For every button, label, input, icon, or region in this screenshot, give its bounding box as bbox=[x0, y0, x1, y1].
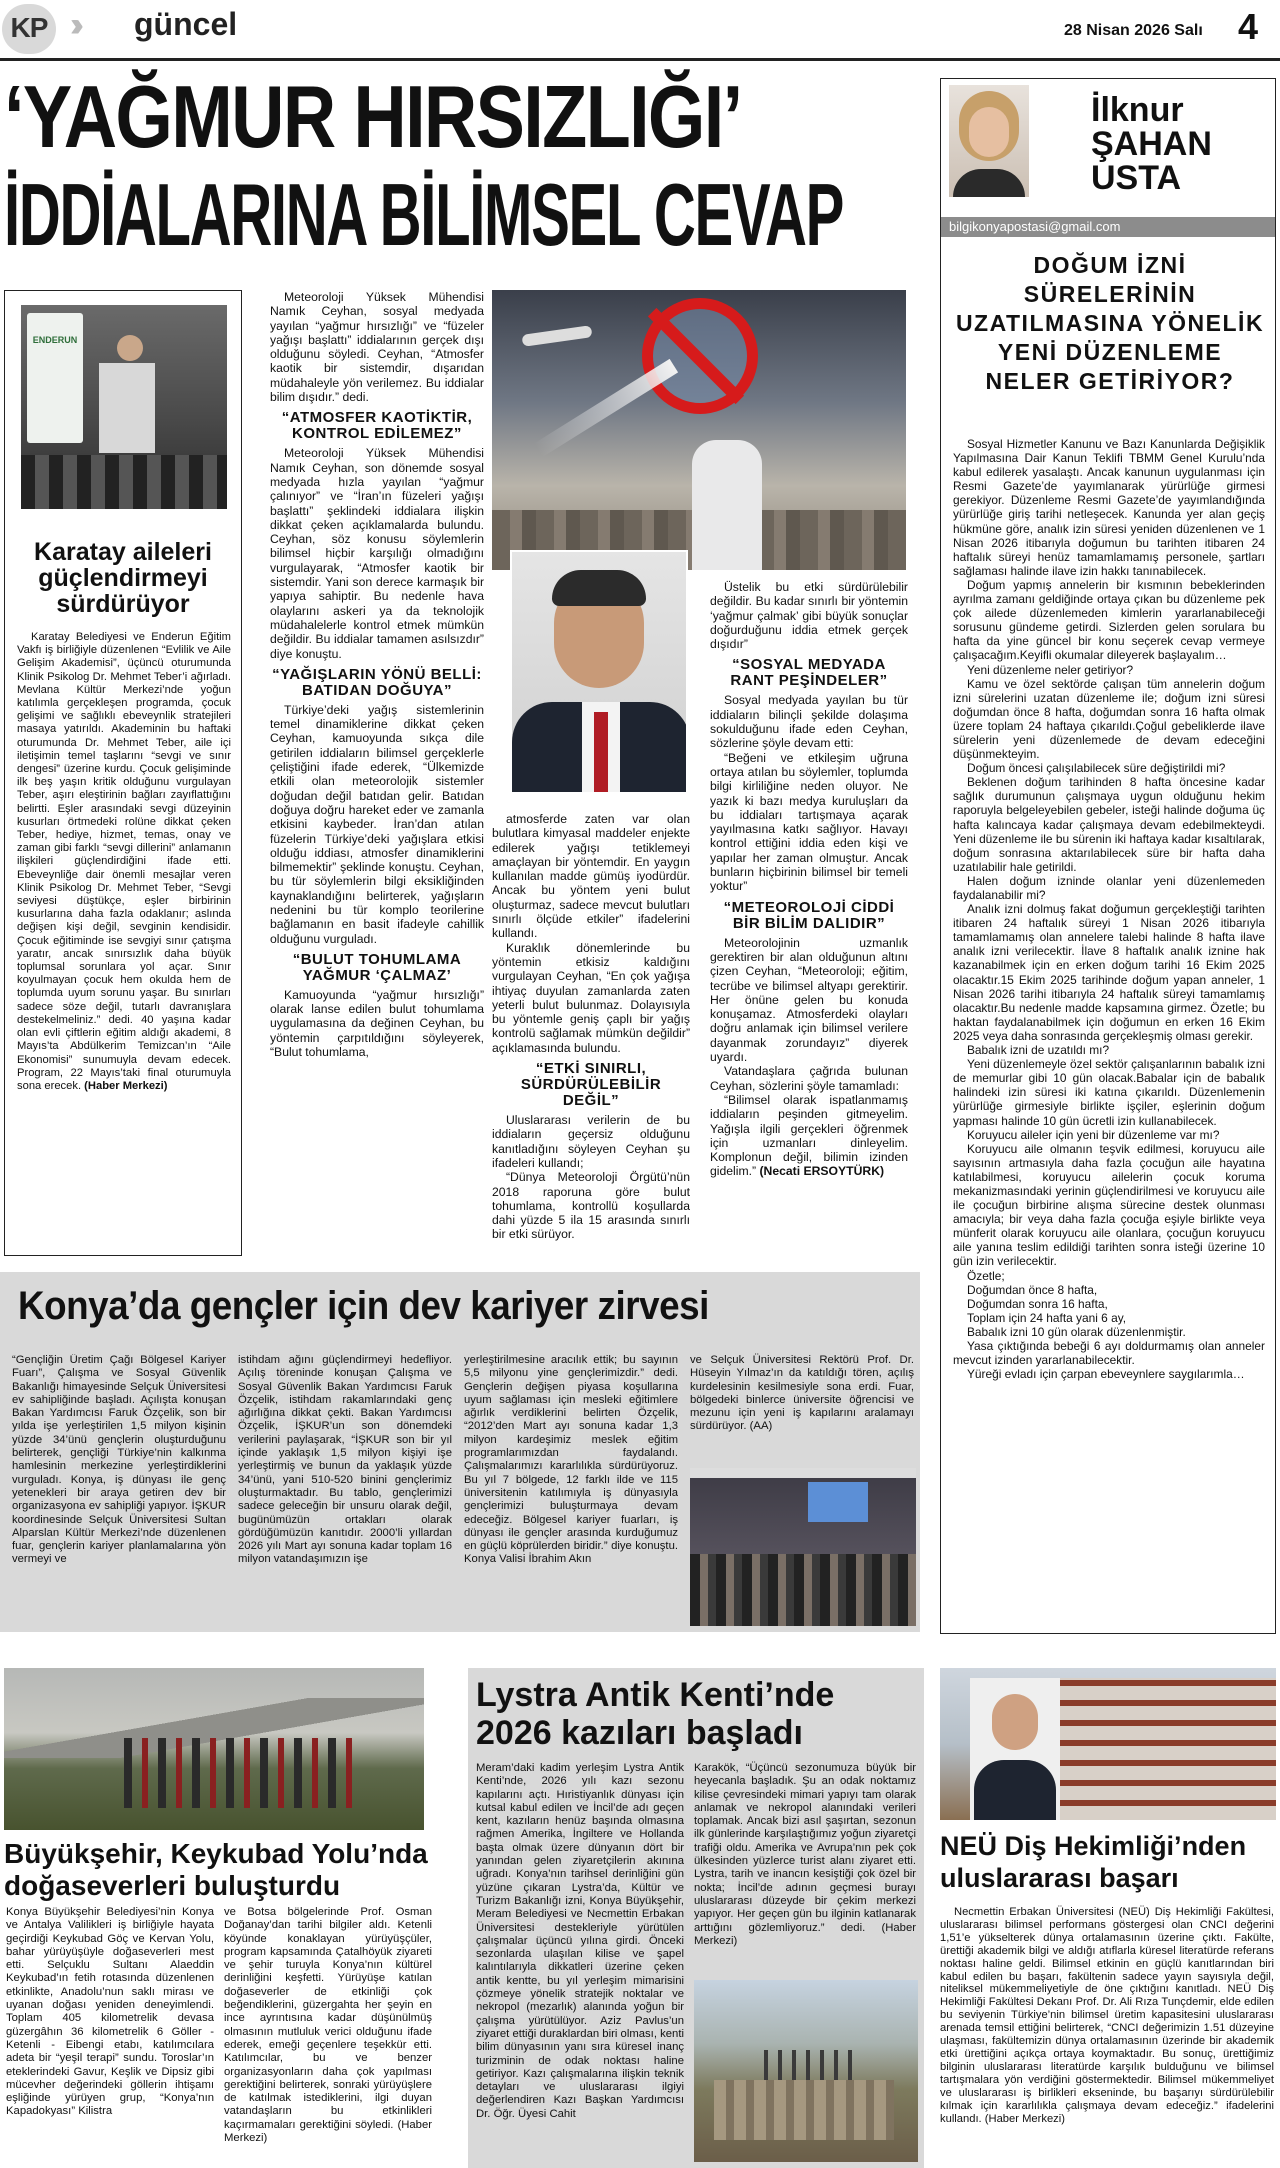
column-paragraph: Koruyucu aile olmanın teşvik edilmesi, koruyucu aile sayısının artmasıyla daha fazla çocuğun aile hayatına katılabilmesi, koruyucu ailelerin çocuk koruma mekanizmasındaki yerinin güçlendirilmesi ve koruyucu aile ile çocuğun birbirine alışma sürecine destek olunması amacıyla; bir veya daha fazla çocuğa eşiyle birlikte veya münferit olarak koruyucu aile olanlara, çocuğun koruyucu aile yanına teslim edildiği tarihten sonra isteği üzerine 10 gün izin verilecektir. bbox=[953, 1141, 1265, 1269]
karatay-credit: (Haber Merkezi) bbox=[84, 1079, 168, 1092]
rain-c3-p1: Üstelik bu etki sürdürülebilir değildir. Bu kadar sınırlı bir yöntemin ‘yağmur çalmak’ gibi büyük sonuçlar doğurduğunu iddia etmek gerçek dışıdır” bbox=[710, 580, 908, 652]
column-title: DOĞUM İZNİ SÜRELERİNİN UZATILMASINA YÖNELİK YENİ DÜZENLEME NELER GETİRİYOR? bbox=[955, 252, 1265, 394]
column-paragraph: Babalık izni de uzatıldı mı? bbox=[967, 1043, 1110, 1058]
main-headline-line1: ‘YAĞMUR HIRSIZLIĞI’ bbox=[4, 68, 742, 166]
lystra-col-1: Meram’daki kadim yerleşim Lystra Antik Kenti’nde, 2026 yılı kazı sezonu kapılarını açtı. Hıristiyanlık dünyası için kutsal kabul edilen ve İncil’de adı geçen kent, kazıların henüz başında olmasına rağmen Amerika, İngiltere ve Hollanda başta olmak üzere dünyanın dört bir yanından gelen ziyaretçilerin akınına uğradı. Konya’nın tarihsel derinliğini gün yüzüne çıkaran Lystra’da, Kültür ve Turizm Bakanlığı izni, Konya Büyükşehir, Meram Belediyesi ve Necmettin Erbakan Üniversitesi destekleriyle yürütülen çalışmalar üçüncü yılına girdi. Önceki sezonlarda ulaşılan kilise ve şapel kalıntılarıyla dikkatleri üzerine çeken antik kentte, bu yıl yerleşim mimarisini çözmeye yönelik stratejik noktalar ve nekropol (mezarlık) alanında yoğun bir çalışma yürütülüyor. Aziz Pavlus’un ziyaret ettiği duraklardan biri olması, kenti bilim dünyasının yanı sıra küresel inanç turizminin de odak noktası haline getiriyor. Kazı çalışmalarına ilişkin teknik detayları ve uluslararası ilgiyi değerlendiren Kazı Başkan Yardımcısı Dr. Öğr. Üyesi Cahit bbox=[476, 1762, 684, 2120]
column-paragraph: Kamu ve özel sektörde çalışan tüm annelerin doğum izni sürelerini uzatan düzenleme ile; doğum izni süresi doğumdan önce 8 hafta, doğumdan sonra 16 hafta olmak üzere toplam 24 haftaya çıkarıldı.Çoğul gebeliklerde ilave sürelerin yeni düzenlemede de devam edeceğini düşünmekteyim. bbox=[953, 676, 1265, 762]
header-rule bbox=[0, 58, 1280, 61]
rain-intro: Meteoroloji Yüksek Mühendisi Namık Ceyhan, sosyal medyada yayılan “yağmur hırsızlığı” ve “füzeler yağışı başlattı” iddialarının gerçek dışı olduğunu söyledi. Ceyhan, “Atmosfer kaotik bir sistemdir, dışarıdan müdahaleyle yön verilemez. Bu iddialar bilim dışıdır.” dedi. bbox=[270, 290, 484, 405]
column-paragraph: Yeni düzenleme neler getiriyor? bbox=[967, 662, 1134, 677]
column-paragraph: Sosyal Hizmetler Kanunu ve Bazı Kanunlarda Değişiklik Yapılmasına Dair Kanun Teklifi TBMM Genel Kurulu’nda kabul edilerek yasalaştı. Ancak kanunun uygulanması için Resmi Gazete’de yayımlanarak yürürlüğe girmesi gerekiyor. Düzenleme Resmi Gazete’de yayımlandığında yürürlüğe giriş tarihi netleşecek. Kanunda yer alan geçiş hükmüne göre, analık izin süresi yeniden düzenlenen ve 1 Nisan 2026 itibarıyla doğumun bu tarihten itibaren 24 haftalık süreyi henüz tamamlamamış personele, şartları sağlaması halinde ilave izin hakkı tanınabilecek. bbox=[953, 437, 1265, 578]
main-headline-line2: İDDİALARINA BİLİMSEL CEVAP bbox=[4, 165, 844, 264]
header-date: 28 Nisan 2026 Salı bbox=[1064, 22, 1203, 39]
keykubad-credit: (Haber Merkezi) bbox=[224, 2118, 432, 2145]
neu-title-line2: uluslararası başarı bbox=[940, 1863, 1179, 1893]
audience-crowd bbox=[690, 1554, 916, 1626]
karatay-body-text: Karatay Belediyesi ve Enderun Eğitim Vakfı iş birliğiyle düzenlenen “Evlilik ve Aile Gelişim Akademisi”, üçüncü oturumunda Klinik Psikolog Dr. Mehmet Teber’i ağırladı. Mevlana Kültür Merkezi’nde yoğun katılımla gerçekleşen programda, çocuk gelişimi ve sağlıklı ebeveynlik stratejileri masaya yatırıldı. Akademinin bu haftaki oturumunda Dr. Mehmet Teber, aile içi iletişimin temel taşlarını “sevgi ve sınır dengesi” üzerine kurdu. Çocuk gelişiminde ilk beş yaşın kritik olduğunu vurgulayan Teber, aşırı eleştirinin bağları zayıflattığını belirtti. Eşler arasındaki sevgi düzeyinin kusurları örtmedeki rolüne dikkat çeken Teber, hediye, hizmet, temas, onay ve zaman gibi farklı “sevgi dillerini” anlamanın ilişkileri güçlendirdiğini ifade etti. Ebeveynliğe dair önemli mesajlar veren Klinik Psikolog Dr. Mehmet Teber, “Sevgi seviyesi düştükçe, eşler birbirinin kusurlarına daha fazla odaklanır; aslında değişen kişi değil, sevginin kendisidir. Çocuk eğitiminde ise sevgiyi sınır çatışma yaratır, ancak sınırsızlık daha büyük toplumsal sorunlara yol açar. Sınır koyulmayan çocuk hem okulda hem de toplumda uyum sorunu yaşar. Bu sınırları sadece söze değil, tutarlı davranışlara destekelmeliniz.” dedi. 40 yaşına kadar olan evli çiftlerin eğitim aldığı akademi, 8 Mayıs’ta Abdülkerim Temizcan’ın “Aile Ekonomisi” sunumuyla devam edecek. Program, 22 Mayıs’taki final oturumuyla sona erecek. bbox=[17, 631, 231, 1092]
lystra-photo bbox=[694, 1980, 918, 2162]
building bbox=[1050, 1678, 1276, 1820]
rain-c3-p2: Sosyal medyada yayılan bu tür iddiaların bilinçli şekilde dolaşıma sokulduğunu ifade eden Ceyhan, sözlerine şöyle devam etti: bbox=[710, 693, 908, 751]
columnist-first-name: İlknur bbox=[1091, 91, 1184, 129]
rain-column-3 bbox=[710, 580, 908, 1256]
rain-illustration bbox=[492, 290, 906, 570]
columnist-last-name-2: USTA bbox=[1091, 159, 1182, 197]
rain-column-2 bbox=[492, 812, 690, 1256]
kariyer-col-1: “Gençliğin Üretim Çağı Bölgesel Kariyer Fuarı”, Çalışma ve Sosyal Güvenlik Bakanlığı himayesinde Selçuk Üniversitesi ev sahipliğinde başladı. Açılışta konuşan Bakan Yardımcısı Faruk Özçelik, son bir yılda işe yerleştirilen 1,5 milyon kişinin yüzde 34’ünü gençlerin oluşturduğunu belirterek, gençliği Türkiye’nin kalkınma hamlesinin merkezine yerleştirdiklerini vurguladı. Konya, iş dünyası ile genç yetenekleri bir araya getiren dev bir organizasyona ev sahipliği yapıyor. İŞKUR koordinesinde Selçuk Üniversitesi Sultan Alparslan Kültür Merkezi’nde düzenlenen fuar, gençlerin kariyer planlamalarına yön vermeyi ve bbox=[12, 1354, 226, 1566]
columnist-shoulders bbox=[953, 169, 1025, 197]
rain-credit: (Necati ERSOYTÜRK) bbox=[759, 1164, 885, 1179]
kariyer-col-3: yerleştirilmesine aracılık ettik; bu sayının 5,5 milyonu yine gençlerimizdir.” dedi. Gençlerin değişen piyasa koşullarına uyum sağlaması için mesleki eğitimlere ağırlık verdiklerini belirten Özçelik, “2012’den Mart ayı sonuna kadar 1,3 milyon kardeşimiz meslek eğitim programlarımızdan faydalandı. Çalışmalarımızı kararlılıkla sürdürüyoruz. Bu yıl 7 bölgede, 12 farklı ilde ve 115 üniversitenin katılımıyla iş dünyasıyla gençlerimizi buluşturmaya devam edeceğiz. Bölgesel kariyer fuarları, iş dünyası ile gençler arasında kurduğumuz en güçlü köprülerden biridir.” diye konuştu. Konya Valisi İbrahim Akın bbox=[464, 1354, 678, 1566]
columnist-photo bbox=[949, 85, 1029, 197]
rain-c3-p4: Meteorolojinin uzmanlık gerektiren bir alan olduğunun altını çizen Ceyhan, “Meteoroloji; eğitim, tecrübe ve bilimsel altyapı gerektirir. Her önüne gelen bu konuda konuşamaz. Atmosferdeki olayları doğru anlamak için bilimsel verilere dayanmak zorundayız” diyerek uyardı. bbox=[710, 935, 908, 1065]
rain-c3-p6: “Bilimsel olarak ispatlanmamış iddiaların peşinden gitmeyelim. Yağışla ilgili gerçekleri öğrenmek için uzmanları dinleyelim. Komplonun değil, bilimin izinden gidelim.” bbox=[710, 1092, 908, 1179]
column-paragraph: Doğum öncesi çalışılabilecek süre değiştirildi mi? bbox=[967, 761, 1226, 776]
keykubad-col-1: Konya Büyükşehir Belediyesi’nin Konya ve Antalya Valilikleri iş birliğiyle hayata geçirdiği Keykubad Göç ve Kervan Yolu, bahar yürüyüşüyle doğaseverleri mest etti. Selçuklu Sultanı Alaeddin Keykubad’ın fetih rotasında düzenlenen etkinlikte, Anadolu’nun saklı mirası ve uyanan doğası yeniden deneyimlendi. Toplam 405 kilometrelik devasa güzergâhın 36 kilometrelik 6 Göller - Ketenli - Eibengi etabı, katılımcılara adeta bir “yeşil terapi” sundu. Toroslar’ın eteklerindeki Gavur, Keşlik ve Dipsiz gibi mücevher değerindeki göllerin ihtişamı eşliğinde yürüyen grup, “Konya’nın Kapadokyası” Kilistra bbox=[6, 1906, 214, 2118]
hikers-group bbox=[114, 1738, 354, 1808]
column-paragraph: Babalık izni 10 gün olarak düzenlenmiştir. bbox=[967, 1324, 1186, 1339]
dean-face bbox=[992, 1694, 1038, 1750]
dean-suit bbox=[974, 1760, 1056, 1820]
section-name: güncel bbox=[134, 6, 238, 42]
karatay-photo bbox=[21, 305, 227, 509]
keykubad-title: Büyükşehir, Keykubad Yolu’nda doğaseverleri buluşturdu bbox=[4, 1838, 428, 1901]
lystra-credit: (Haber Merkezi) bbox=[694, 1921, 916, 1947]
kariyer-title: Konya’da gençler için dev kariyer zirvesi bbox=[18, 1284, 709, 1328]
column-paragraph: Doğumdan sonra 16 hafta, bbox=[967, 1296, 1108, 1311]
stage-lights bbox=[690, 1468, 916, 1478]
neu-title-line1: NEÜ Diş Hekimliği’nden bbox=[940, 1831, 1247, 1861]
column-paragraph: Beklenen doğum tarihinden 8 hafta öncesine kadar sağlık durumunun çalışmaya uygun olduğunu hekim raporuyla belgeleyebilen gebeler, isteği halinde doğuma üç hafta kalıncaya kadar çalışmaya devam edebilmekteydi. Yeni düzenleme ile bu sürenin iki haftaya kadar kısaltılarak, doğum sonrasına aktarılabilecek süre bir hafta daha uzatılabilir hale getirildi. bbox=[953, 775, 1265, 874]
rain-c1-p1: Meteoroloji Yüksek Mühendisi Namık Ceyhan, son dönemde sosyal medyada hızla yayılan “yağmur çalınıyor” ve “İran’ın füzeleri yağışı başlattı” şeklindeki iddialara ilişkin dikkat çeken açıklamalarda bulundu. Ceyhan, söz konusu söylemlerin bilimsel hiçbir karşılığı olmadığını vurgulayarak, “Atmosfer kaotik bir sistemdir. Yani son derece karmaşık bir yapıya sahiptir. Bu nedenle hava olaylarını askeri ya da teknolojik müdahalelerle kontrol etmek mümkün değildir. Bu iddialar tamamen asılsızdır” diye konuştu. bbox=[270, 446, 484, 661]
podium bbox=[99, 363, 155, 453]
column-paragraph: Koruyucu aileler için yeni bir düzenleme var mı? bbox=[967, 1127, 1220, 1142]
karatay-body bbox=[17, 631, 231, 1093]
audience bbox=[21, 455, 227, 509]
lystra-article bbox=[468, 1668, 924, 2168]
column-paragraph: Yüreği evladı için çarpan ebeveynlere saygılarımla… bbox=[967, 1367, 1245, 1382]
enderun-logo-text: ENDERUN bbox=[32, 335, 78, 345]
portrait-tie bbox=[594, 712, 608, 794]
chevron-arrows-icon: ››› bbox=[70, 6, 74, 44]
portrait-hair bbox=[552, 570, 646, 606]
rain-c2-p1: atmosferde zaten var olan bulutlara kimyasal maddeler enjekte edilerek yağışı tetiklemeyi amaçlayan bir yöntemdir. En yaygın kullanılan madde gümüş iyodürdür. Ancak bu yöntem yeni bulut oluşturmaz, sadece mevcut bulutları sınırlı ölçüde etkiler” ifadelerini kullandı. bbox=[492, 812, 690, 941]
man-figure bbox=[692, 440, 762, 570]
main-headline bbox=[4, 68, 934, 274]
rain-c3-p3: “Beğeni ve etkileşim uğruna ortaya atılan bu söylemler, toplumda bilgi kirliliğine neden oluyor. Ne yazık ki bazı medya kuruluşları da bu iddiaları tartışmaya açarak yayılmasına katkı sağlıyor. Havayı kontrol ettiğini iddia eden kişi ve yapılar her zaman olmuştur. Ancak bunların hiçbirinin bilimsel bir temeli yoktur” bbox=[710, 750, 908, 894]
rain-c2-p2: Kuraklık dönemlerinde bu yöntemin etkisiz kaldığını vurgulayan Ceyhan, “En çok yağışa ihtiyaç duyulan zamanlarda zaten yeterli bulut bulunmaz. Dolayısıyla bu yöntemle geniş çaplı bir yağış kontrolü sağlamak mümkün değildir” açıklamasında bulundu. bbox=[492, 940, 690, 1055]
lystra-title-line1: Lystra Antik Kenti’nde bbox=[476, 1676, 835, 1714]
rain-c1-p2: Türkiye’deki yağış sistemlerinin temel dinamiklerine dikkat çeken Ceyhan, kamuoyunda sıkça dile getirilen iddiaların bilimsel gerçeklerle çeliştiğini ifade ederek, “Ülkemizde etkili olan meteorolojik sistemler doğudan değil batıdan gelir. Batıdan doğuya doğru hareket eder ve zamanla etkisini kaybeder. İran’dan atılan füzelerin Türkiye’deki yağışlara etkisi olduğu iddiası, atmosfer dinamiklerini bilmemektir” şeklinde konuştu. Ceyhan, bu tür söylemlerin bilgi eksikliğinden kaynaklandığını belirterek, yağışların nedenini bu tür komplo teorilerine bağlamanın en basit ifadeyle cahillik olduğunu vurguladı. bbox=[270, 702, 484, 946]
karatay-article bbox=[4, 290, 242, 1256]
kariyer-col-2: istihdam ağını güçlendirmeyi hedefliyor. Açılış töreninde konuşan Çalışma ve Sosyal Güvenlik Bakan Yardımcısı Faruk Özçelik, istihdam rakamlarındaki genç ağırlığına dikkat çekti. Bakan Yardımcısı Özçelik, İŞKUR’un son dönemdeki verilerini paylaşarak, “İŞKUR son bir yıl içinde yaklaşık 1,5 milyon kişiyi işe yerleştirmiş ve bunun da yaklaşık yüzde 34’ünü, yani 510-520 binini gençlerimiz oluşturmaktadır. Bu tablo, gençlerimizi sadece geleceğin bir unsuru olarak değil, bugünümüzün ortakları olarak gördüğümüzün kanıtıdır. 2000’li yıllardan 2026 yılı Mart ayı sonuna kadar toplam 16 milyon vatandaşımızın işe bbox=[238, 1354, 452, 1566]
rain-subhead-5: “SOSYAL MEDYADA RANT PEŞİNDELER” bbox=[730, 656, 888, 690]
column-body bbox=[953, 437, 1265, 1381]
rain-subhead-3: “BULUT TOHUMLAMA YAĞMUR ‘ÇALMAZ’ bbox=[292, 950, 462, 984]
rain-column-1 bbox=[270, 290, 484, 1256]
keykubad-photo bbox=[4, 1668, 424, 1830]
lystra-col-2 bbox=[694, 1762, 916, 1948]
rain-subhead-2: “YAĞIŞLARIN YÖNÜ BELLİ: BATIDAN DOĞUYA” bbox=[272, 665, 482, 699]
keykubad-col-2 bbox=[224, 1906, 432, 2164]
kariyer-article bbox=[0, 1272, 920, 1632]
neu-photo bbox=[940, 1668, 1276, 1820]
rain-subhead-4: “ETKİ SINIRLI, SÜRDÜRÜLEBİLİR DEĞİL” bbox=[520, 1060, 662, 1110]
banner-rollup bbox=[27, 313, 83, 443]
neu-credit: (Haber Merkezi) bbox=[984, 2112, 1065, 2125]
missile-trail bbox=[534, 359, 678, 457]
page-number: 4 bbox=[1238, 6, 1259, 47]
header-bar bbox=[0, 0, 1280, 60]
neu-body bbox=[940, 1906, 1274, 2125]
excavation-ruins bbox=[714, 2080, 894, 2140]
neu-body-text: Necmettin Erbakan Üniversitesi (NEÜ) Diş Hekimliği Fakültesi, uluslararası bilimsel performans göstergesi olan CNCI değerini 1,51’e yükselterek dünya ortalamasının üzerine çıktı. Fakülte, ürettiği akademik bilgi ve aldığı atıflarla küresel literatürde referans noktası haline geldi. Bilimsel etkinin en güçlü kanıtlarından biri kabul edilen bu başarı, fakültenin sadece yayın sayısıyla değil, niteliksel mükemmeliyetiyle de öne çıktığını kanıtladı. NEÜ Diş Hekimliği Fakültesi Dekanı Prof. Dr. Ali Rıza Tunçdemir, elde edilen bu seviyenin Türkiye’nin bilimsel üretim kapasitesini uluslararası arenada temsil ettiğini belirterek, “CNCI değerimizin 1.51 düzeyine ulaşması, fakültemizin dünya ortalamasının üzerinde bir akademik etki ürettiğini açıkça ortaya koymaktadır. Bu sonuç, ürettiğimiz bilginin uluslararası literatürde karşılık bulduğunu ve bilimsel tartışmalara yön verdiğini göstermektedir. Bilimsel mükemmeliyet ve uluslararası iş birlikleri ekseninde, bu başarıyı sürdürülebilir kılmak için kararlılıkla çalışmaya devam edeceğiz.” ifadelerini kullandı. bbox=[940, 1906, 1274, 2125]
rain-c3-p5: Vatandaşlara çağrıda bulunan Ceyhan, sözlerini şöyle tamamladı: bbox=[710, 1064, 908, 1093]
lystra-col-2-text: Karakök, “Üçüncü sezonumuza büyük bir heyecanla başladık. Şu an odak noktamız kilise çevresindeki mimari yapıyı tam olarak anlamak ve nekropol alanındaki verileri toplamak. Ancak bizi asıl şaşırtan, sezonun ilk günlerinde karşılaştığımız yoğun ziyaretçi trafiği oldu. Amerika ve Avrupa’nın pek çok ülkesinden yüzlerce turist alanı ziyaret etti. Lystra, tarih ve inancın kesiştiği çok özel bir nokta; İncil’de adının geçmesi burayı uluslararası düzeyde bir çekim merkezi yapıyor. Her geçen gün bu ilginin katlanarak arttığını gözlemliyoruz.” dedi. bbox=[694, 1762, 916, 1934]
column-paragraph: Halen doğum izninde olanlar yeni düzenlemeden faydalanabilir mi? bbox=[953, 873, 1265, 902]
rain-c2-p3: Uluslararası verilerin de bu iddiaların geçersiz olduğunu kanıtladığını söyleyen Ceyhan şu ifadeleri kullandı; bbox=[492, 1113, 690, 1170]
kariyer-col-4-text: ve Selçuk Üniversitesi Rektörü Prof. Dr. Hüseyin Yılmaz’ın da katıldığı tören, açılış kurdelesinin kesilmesiyle sona erdi. Fuar, bölgedeki binlerce üniversite öğrencisi ve mezunu için yeni iş kapılarını aralamayı sürdürüyor. bbox=[690, 1354, 914, 1433]
rain-c1-p3: Kamuoyunda “yağmur hırsızlığı” olarak lanse edilen bulut tohumlama uygulamasına da değinen Ceyhan, bu yöntemin çarpıtıldığını söyleyerek, “Bulut tohumlama, bbox=[270, 987, 484, 1060]
airplane-icon bbox=[522, 325, 593, 347]
column-paragraph: Doğumdan önce 8 hafta, bbox=[967, 1282, 1098, 1297]
logo-text: KP bbox=[10, 12, 48, 43]
speaker-figure bbox=[117, 335, 143, 361]
column-paragraph: Yeni düzenlemeyle özel sektör çalışanlarının babalık izni de memurlar gibi 10 gün olacak.Babalar için de babalık halindeki izin süresi iki katına çıkarıldı. Düzenlemenin yürürlüğe girmesiyle birlikte işçiler, eşlerinin doğum yapması halinde 10 gün ücretli izin kullanabilecek. bbox=[953, 1057, 1265, 1128]
column-paragraph: Doğum yapmış annelerin bir kısmının bebeklerinden ayrılma zamanı geldiğinde ortaya çıkan bu düzenleme pek çok ailede düzenlemeden kimlerin yararlanabileceği sorusunu gündeme getirdi. Sizlerden gelen sorulara bu hafta da yine güncel bir konu seçerek cevap vermeye çalışacağım.Keyifli okumalar dileyerek başlayalım… bbox=[953, 577, 1265, 663]
columnist-last-name-1: ŞAHAN bbox=[1091, 125, 1212, 163]
keykubad-col-2-text: ve Botsa bölgelerinde Prof. Osman Doğanay’dan tarihi bilgiler aldı. Ketenli köyünde konaklayan yürüyüşçüler, program kapsamında Çatalhöyük ziyareti ve şehir turuyla Konya’nın kültürel derinliğini keşfetti. Yürüyüşe katılan doğaseverler de etkinliği çok beğendiklerini, güzergahta her şeyin en ince ayrıntısına kadar düşünülmüş olmasının mutluluk verici olduğunu ifade ederek, emeği geçenlere teşekkür etti. Katılımcılar, bu ve benzer organizasyonların daha çok yapılması gerektiğini belirterek, sonraki yürüyüşlere de katılmak istediklerini, ilgi duyan vatandaşların bu etkinlikleri kaçırmamaları gerektiğini söyledi. bbox=[224, 1906, 432, 2131]
columnist-face bbox=[969, 107, 1009, 157]
excavation-people bbox=[754, 2050, 854, 2080]
columnist-email: bilgikonyapostasi@gmail.com bbox=[949, 219, 1121, 234]
lystra-title-line2: 2026 kazıları başladı bbox=[476, 1714, 803, 1752]
rain-subhead-1: “ATMOSFER KAOTİKTİR, KONTROL EDİLEMEZ” bbox=[281, 409, 473, 443]
ceyhan-portrait bbox=[510, 550, 688, 794]
kariyer-col-4 bbox=[690, 1354, 914, 1434]
columnist-box bbox=[940, 78, 1276, 1634]
column-paragraph: Toplam için 24 hafta yani 6 ay, bbox=[967, 1310, 1127, 1325]
kariyer-credit: (AA) bbox=[749, 1420, 773, 1433]
karatay-title: Karatay aileleri güçlendirmeyi sürdürüyor bbox=[34, 538, 212, 618]
rain-c2-p4: “Dünya Meteoroloji Örgütü’nün 2018 raporuna göre bulut tohumlama, kontrollü koşullarda dahi yüzde 5 ila 15 arasında sınırlı bir etki sürüyor. bbox=[492, 1170, 690, 1242]
stage-screen bbox=[808, 1482, 868, 1522]
rain-subhead-6: “METEOROLOJİ CİDDİ BİR BİLİM DALIDIR” bbox=[723, 898, 895, 932]
kariyer-photo bbox=[690, 1468, 916, 1626]
column-paragraph: Özetle; bbox=[967, 1268, 1005, 1283]
column-paragraph: Analık izni dolmuş fakat doğumun gerçekleştiği tarihten itibaren 24 haftalık süreyi 1 Nisan 2026 itibarıyla tamamlamamış olan annelere talebi halinde 8 hafta ilave analık izni verilecektir. İlave 8 haftalık analık iznine hak kazanabilmek için en erken doğum tarihi 16 Ekim 2025 olacaktır.15 Ekim 2025 tarihinde doğum yapan anneler, 1 Nisan 2026 tarihi itibarıyla 24 haftalık süreyi tamamlamış olacaktır.Bu nedenle madde kapsamına girmez. Özetle; bu haktan faydalanabilmek için doğumun en erken 16 Ekim 2025 veya daha sonrasında gerçekleşmiş olması gerekir. bbox=[953, 902, 1265, 1043]
column-paragraph: Yasa çıktığında bebeği 6 ayı doldurmamış olan anneler mevcut izinden yararlanabilecektir. bbox=[953, 1339, 1265, 1368]
